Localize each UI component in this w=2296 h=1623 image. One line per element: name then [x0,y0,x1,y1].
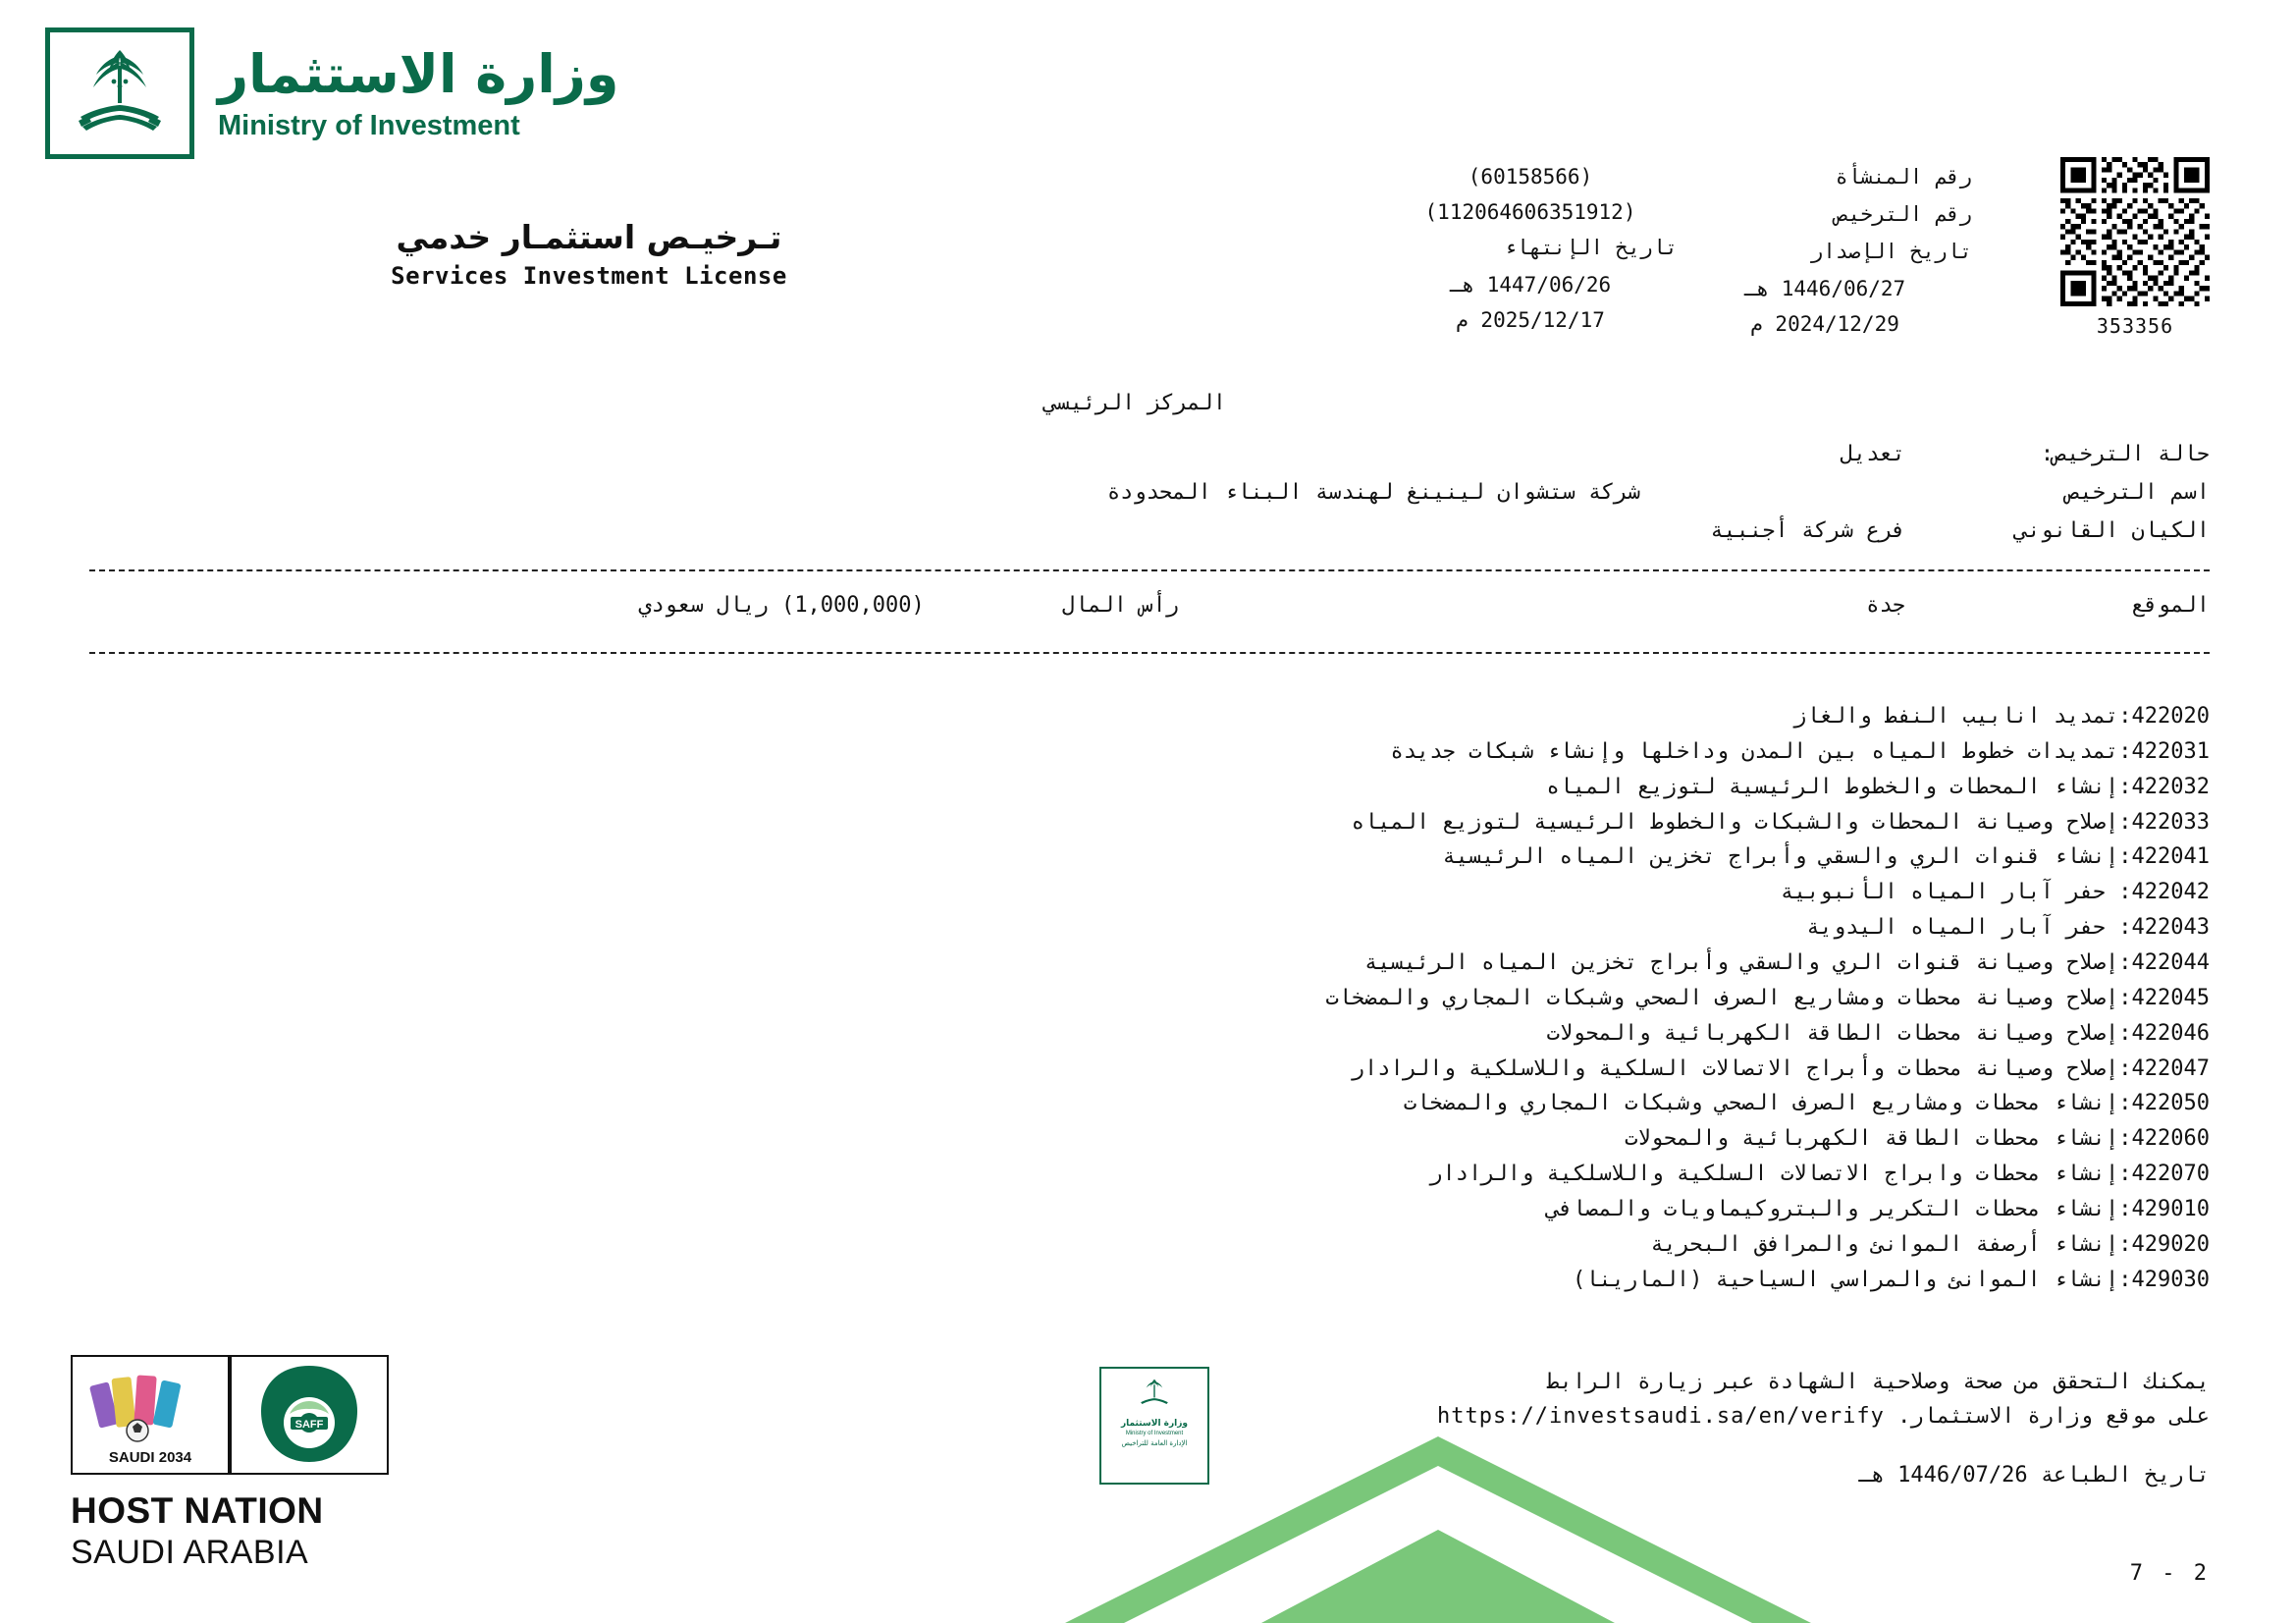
meta-column-left [1383,165,1678,348]
stamp-emblem-icon [1138,1377,1171,1412]
document-title-en: Services Investment License [391,262,787,290]
activity-item: 422060:إنشاء محطات الطاقة الكهربائية والمحولات [1624,1126,2210,1152]
activity-item: 422020:تمديد انابيب النفط والغاز [1793,704,2210,729]
activity-item: 422043: حفر آبار المياه اليدوية [1806,915,2210,941]
saff-logo-icon [236,1360,383,1470]
document-header [45,27,618,159]
license-name-value: شركة ستشوان لينينغ لهندسة البناء المحدودة [1106,480,1640,505]
license-status-label: حالة الترخيص: [2040,442,2210,466]
verify-line-1: يمكنك التحقق من صحة وصلاحية الشهادة عبر زيارة الرابط [1546,1370,2210,1394]
expiry-date-hijri: 1447/06/26 هـ [1449,273,1612,297]
issue-date-gregorian: 2024/12/29 م [1750,312,1899,336]
stamp-department-ar: الإدارة العامة للتراخيص [1121,1439,1188,1447]
activity-item: 422033:إصلاح وصيانة المحطات والشبكات والخطوط الرئيسية لتوزيع المياه [1351,809,2210,835]
legal-entity-label: الكيان القانوني [2014,518,2210,543]
palm-and-swords-icon [75,42,165,144]
document-title-block [0,218,1178,290]
capital-value: (1,000,000) ريال سعودي [638,593,925,618]
qr-code-icon[interactable] [2060,157,2210,306]
activity-item: 422041:إنشاء قنوات الري والسقي وأبراج تخزين المياه الرئيسية [1442,844,2210,870]
head-office-label: المركز الرئيسي [1043,391,1226,415]
saudi-2034-badge [71,1355,230,1475]
print-date-value: 1446/07/26 هـ [1858,1463,2028,1488]
location-label: الموقع [2131,593,2210,618]
activity-item: 422070:إنشاء محطات وابراج الاتصالات السلكية واللاسلكية والرادار [1429,1162,2210,1187]
activity-item: 429020:إنشاء أرصفة الموانئ والمرافق البحرية [1650,1231,2210,1257]
license-status-row [89,442,2210,466]
stamp-ministry-ar: وزارة الاستثمار [1120,1419,1189,1429]
expiry-date-label: تاريخ الإنتهاء [1503,236,1678,259]
activities-list [89,699,2210,1298]
document-title-ar: تـرخيـص استثمـار خدمي [396,218,782,256]
verify-line-2-suffix: على موقع وزارة الاستثمار. [1897,1404,2210,1430]
license-name-row [89,480,2210,505]
ministry-name-en: Ministry of Investment [218,109,520,141]
activity-item: 422044:إصلاح وصيانة قنوات الري والسقي وأبراج تخزين المياه الرئيسية [1364,950,2210,976]
activity-item: 422046:إصلاح وصيانة محطات الطاقة الكهربائية والمحولات [1546,1020,2210,1046]
issue-date-hijri: 1446/06/27 هـ [1743,277,1906,300]
license-name-label: اسم الترخيص [2066,480,2210,505]
legal-entity-row [89,518,2210,543]
qr-code-block [2060,157,2210,338]
license-number-value: (112064606351912) [1424,200,1636,224]
saudi-2034-label: SAUDI 2034 [108,1449,192,1466]
ministry-stamp [1099,1367,1209,1485]
activity-item: 422031:تمديدات خطوط المياه بين المدن وداخلها وإنشاء شبكات جديدة [1390,738,2210,764]
activity-item: 422045:إصلاح وصيانة محطات ومشاريع الصرف الصحي وشبكات المجاري والمضخات [1325,985,2210,1010]
establishment-number-value: (60158566) [1468,165,1593,189]
ministry-logo [45,27,194,159]
saudi-2034-logo-icon [77,1360,224,1470]
print-date-label: تاريخ الطباعة [2040,1463,2210,1488]
divider-bottom [89,652,2210,654]
activity-item: 422042: حفر آبار المياه الأنبوبية [1780,880,2210,905]
host-nation-badges [71,1355,395,1572]
stamp-ministry-en: Ministry of Investment [1125,1431,1184,1436]
activity-item: 422050:إنشاء محطات ومشاريع الصرف الصحي وشبكات المجاري والمضخات [1403,1091,2210,1116]
activity-item: 422047:إصلاح وصيانة محطات وأبراج الاتصالات السلكية واللاسلكية والرادار [1351,1055,2210,1081]
expiry-date-gregorian: 2025/12/17 م [1456,308,1605,332]
activity-item: 429010:إنشاء محطات التكرير والبتروكيماويات والمصافي [1546,1197,2210,1222]
saff-label: SAFF [294,1419,324,1431]
host-nation-line-2: SAUDI ARABIA [71,1534,309,1571]
capital-label: رأس المال [1061,593,1179,618]
location-capital-row [89,593,2210,618]
ministry-name-ar: وزارة الاستثمار [218,43,619,106]
legal-entity-value: فرع شركة أجنبية [1710,518,1905,543]
issue-date-label: تاريخ الإصدار [1810,240,1972,263]
print-date-row [1858,1463,2210,1488]
verify-url[interactable]: https://investsaudi.sa/en/verify [1437,1404,1885,1430]
activity-item: 429030:إنشاء الموانئ والمراسي السياحية (المارينا) [1572,1267,2210,1292]
activity-item: 422032:إنشاء المحطات والخطوط الرئيسية لتوزيع المياه [1546,774,2210,799]
host-nation-line-1: HOST NATION [71,1490,324,1531]
license-number-label: رقم الترخيص [1835,202,1972,226]
license-meta-block [1383,165,1972,348]
license-status-value: تعديل [1840,442,1905,466]
divider-top [89,569,2210,571]
page-number: 2 - 7 [2129,1561,2210,1586]
meta-column-right [1678,165,1972,348]
establishment-number-label: رقم المنشأة [1835,165,1972,189]
host-nation-text [71,1490,395,1572]
location-value: جدة [1866,593,1905,618]
saff-badge [230,1355,389,1475]
qr-reference-number: 353356 [2096,314,2174,338]
license-details-block [89,442,2210,557]
ministry-name-block [218,44,618,141]
